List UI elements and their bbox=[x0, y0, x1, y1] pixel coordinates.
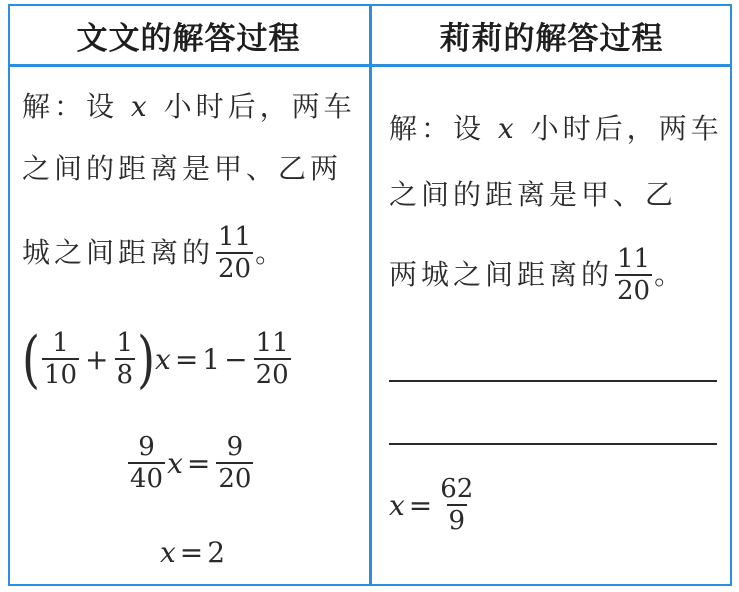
left-line-1 bbox=[22, 90, 356, 124]
answer-fraction-62-9 bbox=[438, 474, 475, 536]
fraction-numerator: 11 bbox=[218, 222, 252, 252]
right-line-2: 之间的距离是甲、乙 bbox=[389, 178, 678, 211]
right-answer bbox=[389, 474, 477, 536]
right-line-1 bbox=[389, 112, 723, 146]
variable-x: x bbox=[389, 488, 405, 522]
right-line-3-end: 。 bbox=[654, 258, 687, 291]
eq2-fraction-9-40 bbox=[128, 432, 165, 494]
fraction-numerator: 11 bbox=[617, 244, 651, 274]
plus-sign: + bbox=[85, 342, 109, 376]
header-lili: 莉莉的解答过程 bbox=[439, 20, 664, 57]
right-fraction-11-20 bbox=[615, 244, 652, 306]
left-paren: ( bbox=[22, 322, 40, 396]
eq1-fraction-11-20 bbox=[254, 328, 291, 390]
right-line-1-pre: 解：设 bbox=[389, 112, 486, 145]
equals-sign: = bbox=[179, 536, 204, 569]
solution-value: 2 bbox=[207, 536, 226, 569]
fraction-denominator: 8 bbox=[116, 360, 134, 390]
left-equation-1 bbox=[22, 322, 293, 396]
fraction-numerator: 1 bbox=[116, 328, 134, 358]
header-wenwen: 文文的解答过程 bbox=[76, 20, 301, 57]
fraction-denominator: 9 bbox=[448, 506, 466, 536]
equals-sign: = bbox=[174, 342, 199, 376]
right-line-3-pre: 两城之间距离的 bbox=[389, 258, 614, 291]
answer-blank-line-1 bbox=[389, 380, 717, 382]
left-fraction-11-20 bbox=[216, 222, 253, 284]
variable-x: x bbox=[167, 446, 183, 480]
equals-sign: = bbox=[186, 446, 211, 480]
left-line-3-end: 。 bbox=[255, 236, 288, 269]
fraction-denominator: 20 bbox=[218, 464, 252, 494]
right-paren: ) bbox=[137, 322, 156, 396]
fraction-numerator: 62 bbox=[440, 474, 474, 504]
fraction-numerator: 11 bbox=[255, 328, 289, 358]
column-divider bbox=[369, 4, 372, 586]
fraction-denominator: 20 bbox=[617, 276, 651, 306]
eq1-fraction-1-10 bbox=[42, 328, 79, 390]
eq2-fraction-9-20 bbox=[216, 432, 253, 494]
left-line-3 bbox=[22, 222, 287, 284]
minus-sign: − bbox=[224, 342, 248, 376]
eq1-fraction-1-8 bbox=[115, 328, 136, 390]
right-line-1-var: x bbox=[497, 112, 518, 145]
number-one: 1 bbox=[202, 342, 221, 376]
left-line-1-var: x bbox=[130, 90, 151, 123]
fraction-numerator: 1 bbox=[52, 328, 69, 358]
fraction-denominator: 20 bbox=[218, 254, 252, 284]
left-line-1-post: 小时后，两车 bbox=[163, 90, 356, 123]
variable-x: x bbox=[155, 342, 171, 376]
fraction-denominator: 40 bbox=[130, 464, 164, 494]
right-line-3 bbox=[389, 244, 686, 306]
left-equation-2 bbox=[126, 432, 255, 494]
left-line-1-pre: 解：设 bbox=[22, 90, 119, 123]
left-equation-3 bbox=[160, 536, 225, 569]
fraction-denominator: 10 bbox=[43, 360, 78, 390]
fraction-numerator: 9 bbox=[226, 432, 244, 462]
variable-x: x bbox=[160, 536, 176, 569]
equals-sign: = bbox=[408, 488, 433, 522]
left-line-2: 之间的距离是甲、乙两 bbox=[22, 152, 343, 185]
answer-blank-line-2 bbox=[389, 443, 717, 445]
right-line-1-post: 小时后，两车 bbox=[530, 112, 723, 145]
fraction-numerator: 9 bbox=[138, 432, 155, 462]
fraction-denominator: 20 bbox=[255, 360, 289, 390]
left-line-3-pre: 城之间距离的 bbox=[22, 236, 215, 269]
